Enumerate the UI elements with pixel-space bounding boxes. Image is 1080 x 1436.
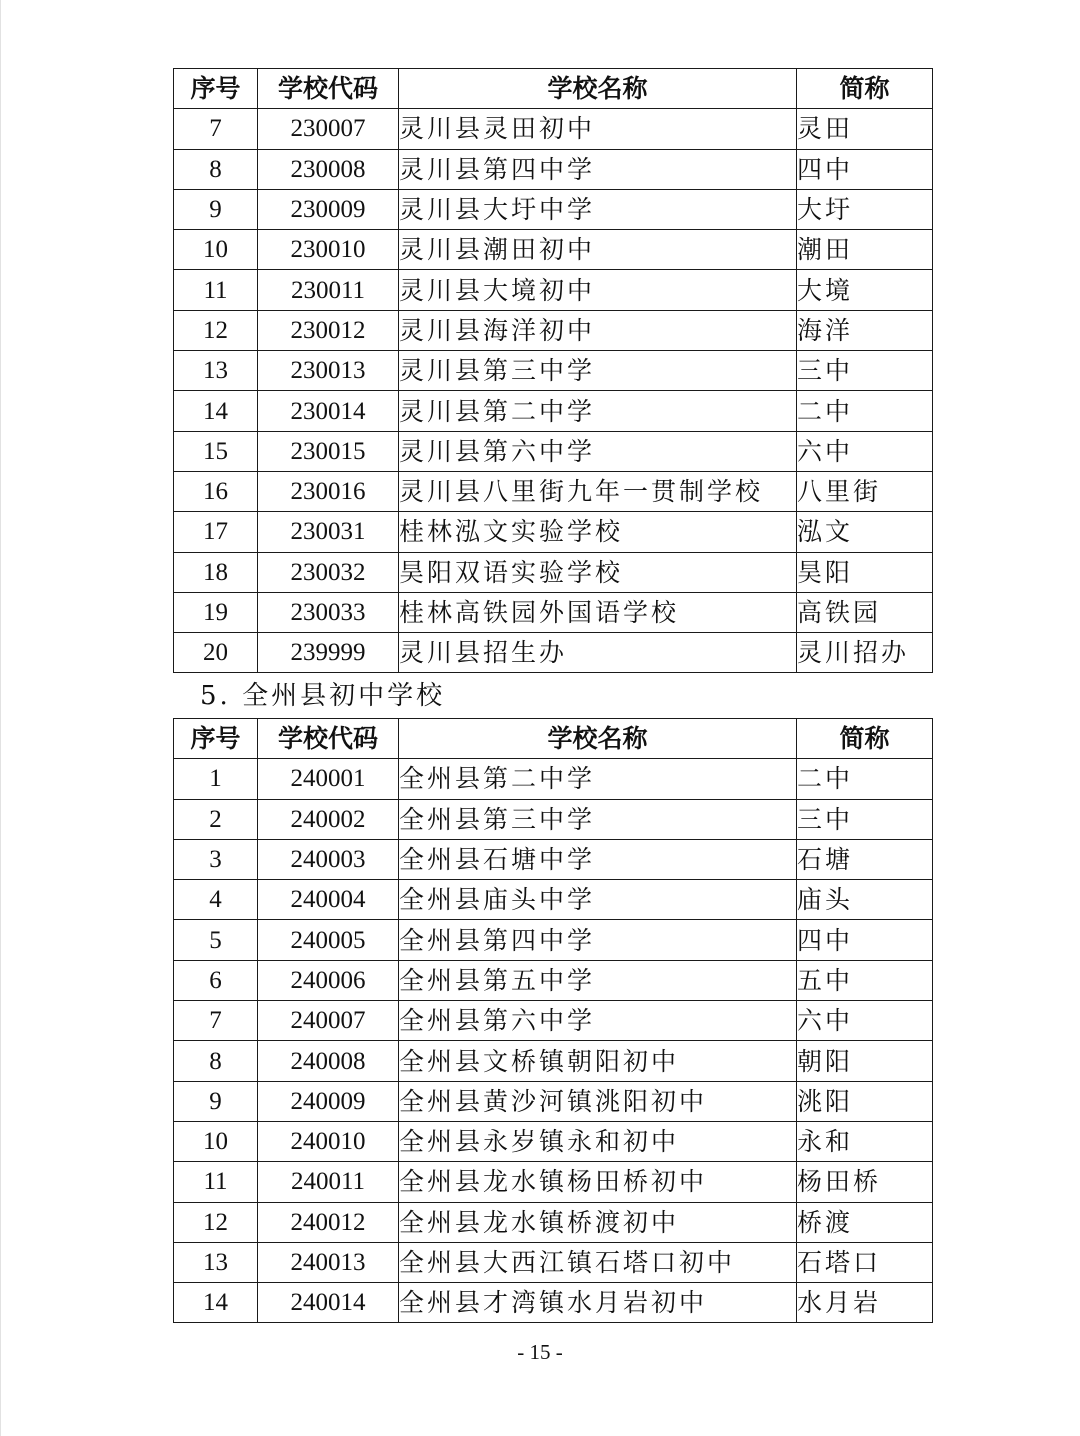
- table-row: [174, 471, 933, 511]
- column-header-no: 序号: [174, 69, 258, 109]
- table-row: [174, 351, 933, 391]
- school-short-name: 石塔口: [797, 1242, 933, 1282]
- school-short-name: 五中: [797, 960, 933, 1000]
- school-short-name: 桥渡: [797, 1202, 933, 1242]
- school-short-name: 四中: [797, 920, 933, 960]
- table-row: [174, 109, 933, 149]
- school-name: 全州县石塘中学: [399, 839, 797, 879]
- school-name: 全州县庙头中学: [399, 880, 797, 920]
- school-name: 灵川县大圩中学: [399, 189, 797, 229]
- school-short-name: 三中: [797, 799, 933, 839]
- school-name: 全州县第二中学: [399, 759, 797, 799]
- row-number: 9: [174, 189, 258, 229]
- table-row: [174, 592, 933, 632]
- row-number: 18: [174, 552, 258, 592]
- school-code: 240003: [258, 839, 399, 879]
- row-number: 8: [174, 1041, 258, 1081]
- table-row: [174, 270, 933, 310]
- school-code: 240014: [258, 1283, 399, 1323]
- school-code: 239999: [258, 633, 399, 673]
- school-code: 230016: [258, 471, 399, 511]
- table-row: [174, 391, 933, 431]
- page-number: - 15 -: [517, 1340, 563, 1364]
- table-header-row: [174, 69, 933, 109]
- school-short-name: 大境: [797, 270, 933, 310]
- school-name: 桂林高铁园外国语学校: [399, 592, 797, 632]
- row-number: 13: [174, 1242, 258, 1282]
- row-number: 2: [174, 799, 258, 839]
- school-short-name: 六中: [797, 431, 933, 471]
- column-header-code: 学校代码: [258, 719, 399, 759]
- school-code: 240011: [258, 1162, 399, 1202]
- quanzhou-table-body: [174, 759, 933, 1323]
- school-code: 240010: [258, 1121, 399, 1161]
- school-code: 240008: [258, 1041, 399, 1081]
- table-row: [174, 189, 933, 229]
- row-number: 14: [174, 391, 258, 431]
- column-header-code: 学校代码: [258, 69, 399, 109]
- table-row: [174, 1081, 933, 1121]
- school-code: 230009: [258, 189, 399, 229]
- school-name: 全州县黄沙河镇洮阳初中: [399, 1081, 797, 1121]
- school-name: 灵川县第六中学: [399, 431, 797, 471]
- school-code: 240007: [258, 1001, 399, 1041]
- table-row: [174, 799, 933, 839]
- school-short-name: 四中: [797, 149, 933, 189]
- school-short-name: 泓文: [797, 512, 933, 552]
- school-short-name: 潮田: [797, 230, 933, 270]
- school-code: 230007: [258, 109, 399, 149]
- row-number: 10: [174, 1121, 258, 1161]
- school-name: 灵川县灵田初中: [399, 109, 797, 149]
- row-number: 7: [174, 1001, 258, 1041]
- school-short-name: 二中: [797, 391, 933, 431]
- table-row: [174, 1001, 933, 1041]
- section-heading-quanzhou: 5. 全州县初中学校: [200, 681, 446, 711]
- school-code: 230015: [258, 431, 399, 471]
- row-number: 3: [174, 839, 258, 879]
- table-row: [174, 1162, 933, 1202]
- school-name: 灵川县招生办: [399, 633, 797, 673]
- school-code: 240001: [258, 759, 399, 799]
- school-short-name: 石塘: [797, 839, 933, 879]
- school-name: 全州县大西江镇石塔口初中: [399, 1242, 797, 1282]
- school-short-name: 八里街: [797, 471, 933, 511]
- column-header-short: 简称: [797, 719, 933, 759]
- row-number: 14: [174, 1283, 258, 1323]
- school-name: 灵川县八里街九年一贯制学校: [399, 471, 797, 511]
- school-short-name: 朝阳: [797, 1041, 933, 1081]
- school-code: 230011: [258, 270, 399, 310]
- school-short-name: 高铁园: [797, 592, 933, 632]
- school-short-name: 庙头: [797, 880, 933, 920]
- row-number: 10: [174, 230, 258, 270]
- table-row: [174, 149, 933, 189]
- school-short-name: 杨田桥: [797, 1162, 933, 1202]
- school-code: 240009: [258, 1081, 399, 1121]
- school-short-name: 永和: [797, 1121, 933, 1161]
- table-row: [174, 310, 933, 350]
- table-row: [174, 552, 933, 592]
- school-code: 230014: [258, 391, 399, 431]
- row-number: 7: [174, 109, 258, 149]
- school-name: 灵川县第三中学: [399, 351, 797, 391]
- column-header-no: 序号: [174, 719, 258, 759]
- table-row: [174, 880, 933, 920]
- row-number: 5: [174, 920, 258, 960]
- school-short-name: 灵川招办: [797, 633, 933, 673]
- row-number: 6: [174, 960, 258, 1000]
- row-number: 20: [174, 633, 258, 673]
- table-row: [174, 960, 933, 1000]
- school-short-name: 六中: [797, 1001, 933, 1041]
- school-name: 全州县永岁镇永和初中: [399, 1121, 797, 1161]
- school-name: 全州县龙水镇杨田桥初中: [399, 1162, 797, 1202]
- school-name: 全州县龙水镇桥渡初中: [399, 1202, 797, 1242]
- school-code: 240012: [258, 1202, 399, 1242]
- table-row: [174, 1242, 933, 1282]
- school-short-name: 二中: [797, 759, 933, 799]
- school-short-name: 海洋: [797, 310, 933, 350]
- school-short-name: 水月岩: [797, 1283, 933, 1323]
- school-code: 230031: [258, 512, 399, 552]
- school-name: 灵川县海洋初中: [399, 310, 797, 350]
- table-row: [174, 759, 933, 799]
- lingchuan-schools-table: [173, 68, 933, 673]
- school-name: 全州县第三中学: [399, 799, 797, 839]
- school-code: 230033: [258, 592, 399, 632]
- school-code: 230008: [258, 149, 399, 189]
- row-number: 13: [174, 351, 258, 391]
- table-row: [174, 1041, 933, 1081]
- row-number: 17: [174, 512, 258, 552]
- school-name: 全州县第六中学: [399, 1001, 797, 1041]
- table-row: [174, 633, 933, 673]
- table-row: [174, 431, 933, 471]
- school-code: 230012: [258, 310, 399, 350]
- row-number: 1: [174, 759, 258, 799]
- school-name: 灵川县第二中学: [399, 391, 797, 431]
- column-header-short: 简称: [797, 69, 933, 109]
- quanzhou-schools-table: [173, 718, 933, 1323]
- school-name: 全州县才湾镇水月岩初中: [399, 1283, 797, 1323]
- row-number: 15: [174, 431, 258, 471]
- table-row: [174, 839, 933, 879]
- school-code: 240005: [258, 920, 399, 960]
- row-number: 12: [174, 310, 258, 350]
- table-header-row: [174, 719, 933, 759]
- school-name: 全州县第四中学: [399, 920, 797, 960]
- school-short-name: 三中: [797, 351, 933, 391]
- school-short-name: 洮阳: [797, 1081, 933, 1121]
- school-name: 昊阳双语实验学校: [399, 552, 797, 592]
- school-code: 240006: [258, 960, 399, 1000]
- table-row: [174, 1121, 933, 1161]
- school-name: 灵川县第四中学: [399, 149, 797, 189]
- school-code: 240004: [258, 880, 399, 920]
- row-number: 4: [174, 880, 258, 920]
- row-number: 19: [174, 592, 258, 632]
- table-row: [174, 1202, 933, 1242]
- school-code: 230013: [258, 351, 399, 391]
- table-row: [174, 920, 933, 960]
- table-row: [174, 512, 933, 552]
- column-header-name: 学校名称: [399, 69, 797, 109]
- row-number: 8: [174, 149, 258, 189]
- school-name: 灵川县大境初中: [399, 270, 797, 310]
- school-code: 230010: [258, 230, 399, 270]
- row-number: 11: [174, 1162, 258, 1202]
- school-short-name: 昊阳: [797, 552, 933, 592]
- school-code: 240013: [258, 1242, 399, 1282]
- school-name: 灵川县潮田初中: [399, 230, 797, 270]
- table-row: [174, 230, 933, 270]
- school-name: 全州县文桥镇朝阳初中: [399, 1041, 797, 1081]
- row-number: 9: [174, 1081, 258, 1121]
- school-short-name: 大圩: [797, 189, 933, 229]
- row-number: 12: [174, 1202, 258, 1242]
- column-header-name: 学校名称: [399, 719, 797, 759]
- table-row: [174, 1283, 933, 1323]
- school-name: 全州县第五中学: [399, 960, 797, 1000]
- row-number: 11: [174, 270, 258, 310]
- school-name: 桂林泓文实验学校: [399, 512, 797, 552]
- school-short-name: 灵田: [797, 109, 933, 149]
- row-number: 16: [174, 471, 258, 511]
- lingchuan-table-body: [174, 109, 933, 673]
- school-code: 240002: [258, 799, 399, 839]
- school-code: 230032: [258, 552, 399, 592]
